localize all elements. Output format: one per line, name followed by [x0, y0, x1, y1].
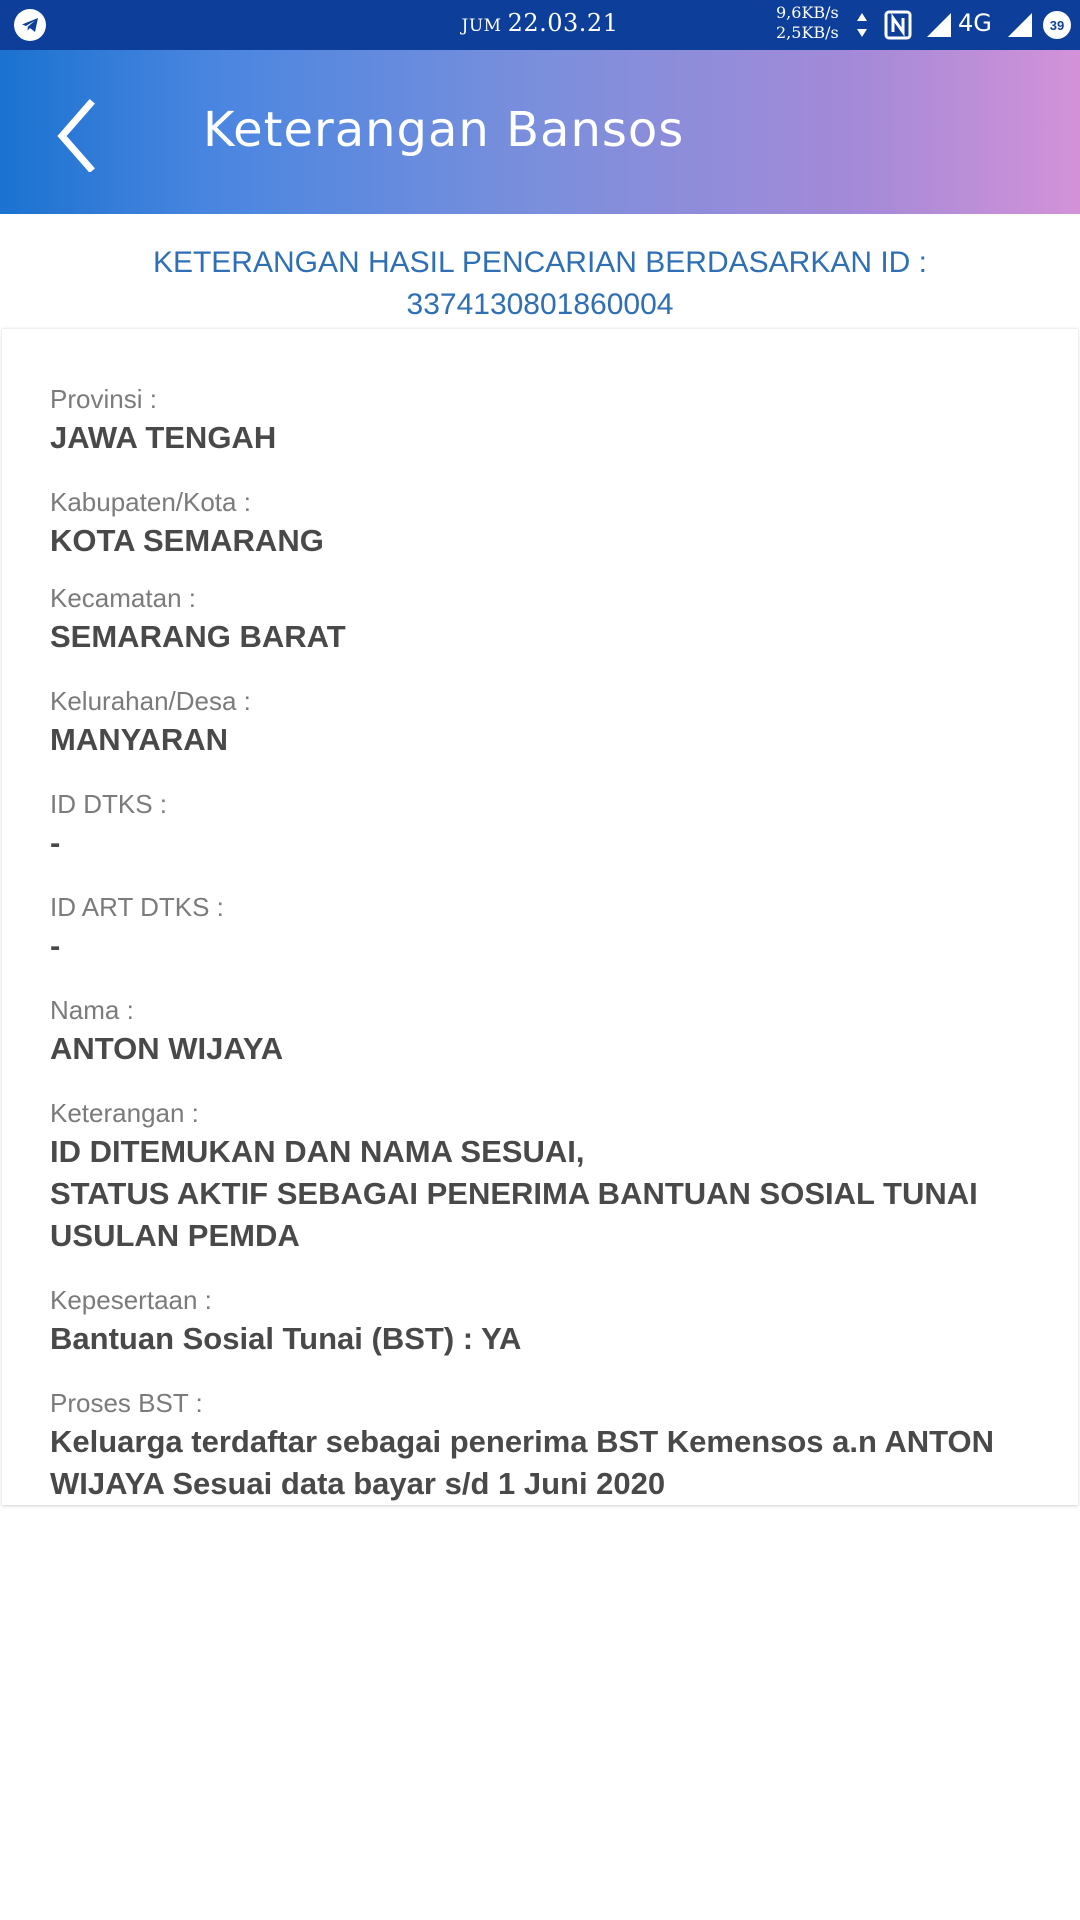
field-label: Provinsi : — [50, 384, 157, 414]
status-bar — [0, 0, 1080, 50]
field-label: Kelurahan/Desa : — [50, 686, 251, 716]
signal-icon — [1006, 11, 1034, 44]
back-button[interactable] — [40, 92, 120, 172]
data-arrows-icon — [855, 11, 869, 44]
field-label: Kecamatan : — [50, 583, 196, 613]
network-type: 4G — [958, 9, 992, 37]
field-value: MANYARAN — [50, 722, 228, 757]
field-value: ANTON WIJAYA — [50, 1031, 284, 1066]
field-nama — [50, 992, 1030, 1070]
field-value: Bantuan Sosial Tunai (BST) : YA — [50, 1321, 522, 1356]
battery-icon — [1043, 11, 1071, 39]
field-kabupaten-kota — [50, 484, 1030, 562]
field-label: ID ART DTKS : — [50, 892, 224, 922]
status-datetime — [0, 9, 1080, 37]
nfc-icon — [884, 10, 912, 40]
app-bar — [0, 50, 1080, 214]
field-label: Proses BST : — [50, 1388, 203, 1418]
field-label: Keterangan : — [50, 1098, 199, 1128]
field-kecamatan — [50, 580, 1030, 658]
field-label: Nama : — [50, 995, 134, 1025]
field-value: - — [50, 928, 61, 963]
field-id-art-dtks — [50, 889, 1030, 967]
field-keterangan — [50, 1095, 1030, 1257]
field-value: JAWA TENGAH — [50, 420, 277, 455]
field-provinsi — [50, 381, 1030, 459]
result-heading — [60, 242, 1020, 326]
field-label: Kepesertaan : — [50, 1285, 212, 1315]
field-value: ID DITEMUKAN DAN NAMA SESUAI, STATUS AKTIF SEBAGAI PENERIMA BANTUAN SOSIAL TUNAI USULAN PEMDA — [50, 1134, 978, 1253]
field-label: ID DTKS : — [50, 789, 168, 819]
signal-icon — [925, 11, 953, 44]
chevron-left-icon — [40, 92, 120, 172]
field-value: - — [50, 825, 61, 860]
page-title: Keterangan Bansos — [203, 102, 685, 158]
battery-level: 39 — [1049, 17, 1065, 33]
status-day: JUM — [461, 16, 502, 36]
result-id: 3374130801860004 — [406, 288, 674, 321]
field-value: Keluarga terdaftar sebagai penerima BST Kemensos a.n ANTON WIJAYA Sesuai data bayar s/d 1 Juni 2020 — [50, 1424, 995, 1501]
network-speed — [776, 3, 856, 43]
field-kelurahan-desa — [50, 683, 1030, 761]
speed-down: 2,5KB/s — [776, 23, 839, 42]
result-heading-text: KETERANGAN HASIL PENCARIAN BERDASARKAN ID : — [152, 246, 928, 279]
field-label: Kabupaten/Kota : — [50, 487, 251, 517]
field-kepesertaan — [50, 1282, 1030, 1360]
result-card — [2, 328, 1078, 1505]
field-id-dtks — [50, 786, 1030, 864]
field-value: KOTA SEMARANG — [50, 523, 324, 558]
status-date: 22.03.21 — [507, 9, 619, 37]
field-value: SEMARANG BARAT — [50, 619, 346, 654]
speed-up: 9,6KB/s — [776, 3, 839, 22]
field-proses-bst — [50, 1385, 1030, 1505]
